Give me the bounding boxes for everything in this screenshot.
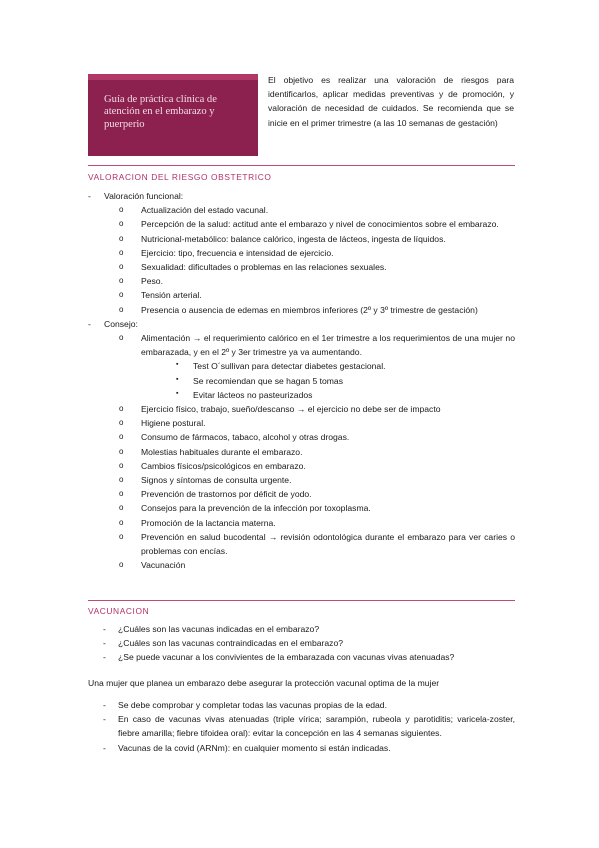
list-item: - En caso de vacunas vivas atenuadas (triple vírica; sarampión, rubeola y parotiditis; varicela-zoster, fiebre amarilla; fiebre tifoidea oral): evitar la concepción en las 4 semanas siguientes. xyxy=(103,714,515,739)
list-item: o Promoción de la lactancia materna. xyxy=(88,516,515,530)
vacunacion-questions xyxy=(88,622,515,665)
list-item: o Molestias habituales durante el embarazo. xyxy=(88,445,515,459)
list-item: o Actualización del estado vacunal. xyxy=(88,203,515,217)
cover-accent-band xyxy=(88,74,258,80)
list-item: o Sexualidad: dificultades o problemas en las relaciones sexuales. xyxy=(88,260,515,274)
circle-bullet: o xyxy=(119,432,124,442)
list-item-consejo xyxy=(88,317,515,331)
circle-bullet: o xyxy=(119,418,124,428)
dash-bullet: - xyxy=(103,700,106,710)
circle-bullet: o xyxy=(119,205,124,215)
circle-bullet: o xyxy=(119,460,124,470)
list-item-valoracion xyxy=(88,189,515,203)
list-item-alimentacion: o Alimentación → el requerimiento calórico en el 1er trimestre a los requerimientos de una mujer no embarazada, y en el 2º y 3er trimestre ya va aumentando. xyxy=(119,333,515,358)
list-item: o Consejos para la prevención de la infección por toxoplasma. xyxy=(88,501,515,515)
riesgo-content xyxy=(88,189,515,572)
section-divider xyxy=(88,600,515,601)
list-item: o Cambios físicos/psicológicos en embarazo. xyxy=(88,459,515,473)
circle-bullet: o xyxy=(119,404,124,414)
cover-title: Guía de práctica clínica de atención en el embarazo y puerperio xyxy=(104,94,217,130)
list-item: o Prevención en salud bucodental → revisión odontológica durante el embarazo para ver caries o problemas con encías. xyxy=(119,531,515,557)
vacunacion-statement: Una mujer que planea un embarazo debe asegurar la protección vacunal optima de la mujer xyxy=(88,678,440,688)
dash-bullet: - xyxy=(103,624,106,634)
circle-bullet: o xyxy=(119,262,124,272)
sub-list-item: ▪ Evitar lácteos no pasteurizados xyxy=(88,388,515,402)
section-title-vacunacion: VACUNACION xyxy=(88,606,150,616)
circle-bullet: o xyxy=(119,333,124,343)
intro-paragraph: El objetivo es realizar una valoración de riesgos para identificarlos, aplicar medidas preventivas y de promoción, y valoración de necesidad de cuidados. Se recomienda que se inicie en el primer trimestre (a las 10 semanas de gestación) xyxy=(268,75,514,128)
circle-bullet: o xyxy=(119,247,124,257)
circle-bullet: o xyxy=(119,560,124,570)
circle-bullet: o xyxy=(119,446,124,456)
dash-bullet: - xyxy=(103,638,106,649)
guide-cover-image xyxy=(88,74,258,156)
section-divider xyxy=(88,165,515,166)
list-item: o Ejercicio físico, trabajo, sueño/descanso → el ejercicio no debe ser de impacto xyxy=(88,402,515,416)
circle-bullet: o xyxy=(119,517,124,527)
list-item: o Consumo de fármacos, tabaco, alcohol y otras drogas. xyxy=(88,430,515,444)
question-item: - ¿Cuáles son las vacunas indicadas en el embarazo? xyxy=(88,622,515,636)
vacunacion-points xyxy=(88,698,515,755)
list-item: - Se debe comprobar y completar todas las vacunas propias de la edad. xyxy=(88,698,515,712)
circle-bullet: o xyxy=(119,489,124,499)
circle-bullet: o xyxy=(119,233,124,243)
circle-bullet: o xyxy=(119,503,124,513)
section-title-riesgo: VALORACION DEL RIESGO OBSTETRICO xyxy=(88,172,272,182)
consejo-label: Consejo: xyxy=(104,318,138,329)
list-item: o Higiene postural. xyxy=(88,416,515,430)
list-item: o Presencia o ausencia de edemas en miembros inferiores (2º y 3º trimestre de gestación) xyxy=(88,303,515,317)
circle-bullet: o xyxy=(119,475,124,485)
list-item: o Signos y síntomas de consulta urgente. xyxy=(88,473,515,487)
circle-bullet: o xyxy=(119,304,124,314)
list-item: o Prevención de trastornos por déficit de yodo. xyxy=(88,487,515,501)
valoracion-label: Valoración funcional: xyxy=(104,191,184,201)
dash-bullet: - xyxy=(103,714,106,725)
circle-bullet: o xyxy=(119,276,124,286)
dash-bullet: - xyxy=(88,191,91,201)
question-item: - ¿Se puede vacunar a los convivientes de la embarazada con vacunas vivas atenuadas? xyxy=(88,650,515,664)
dash-bullet: - xyxy=(103,652,106,663)
circle-bullet: o xyxy=(119,531,124,541)
dash-bullet: - xyxy=(103,742,106,753)
list-item: o Ejercicio: tipo, frecuencia e intensidad de ejercicio. xyxy=(88,246,515,260)
list-item: o Tensión arterial. xyxy=(88,288,515,302)
dash-bullet: - xyxy=(88,318,91,329)
square-bullet: ▪ xyxy=(176,361,179,369)
square-bullet: ▪ xyxy=(176,389,179,397)
circle-bullet: o xyxy=(119,219,124,229)
question-item: - ¿Cuáles son las vacunas contraindicadas en el embarazo? xyxy=(88,636,515,650)
list-item: - Vacunas de la covid (ARNm): en cualquier momento si están indicadas. xyxy=(88,741,515,755)
list-item: o Percepción de la salud: actitud ante el embarazo y nivel de conocimientos sobre el embarazo. xyxy=(88,217,515,231)
sub-list-item: ▪ Test O´sullivan para detectar diabetes gestacional. xyxy=(88,359,515,373)
list-item: o Nutricional-metabólico: balance calórico, ingesta de lácteos, ingesta de líquidos. xyxy=(88,232,515,246)
square-bullet: ▪ xyxy=(176,375,179,383)
list-item: o Vacunación xyxy=(88,558,515,572)
sub-list-item: ▪ Se recomiendan que se hagan 5 tomas xyxy=(88,374,515,388)
list-item: o Peso. xyxy=(88,274,515,288)
circle-bullet: o xyxy=(119,290,124,300)
